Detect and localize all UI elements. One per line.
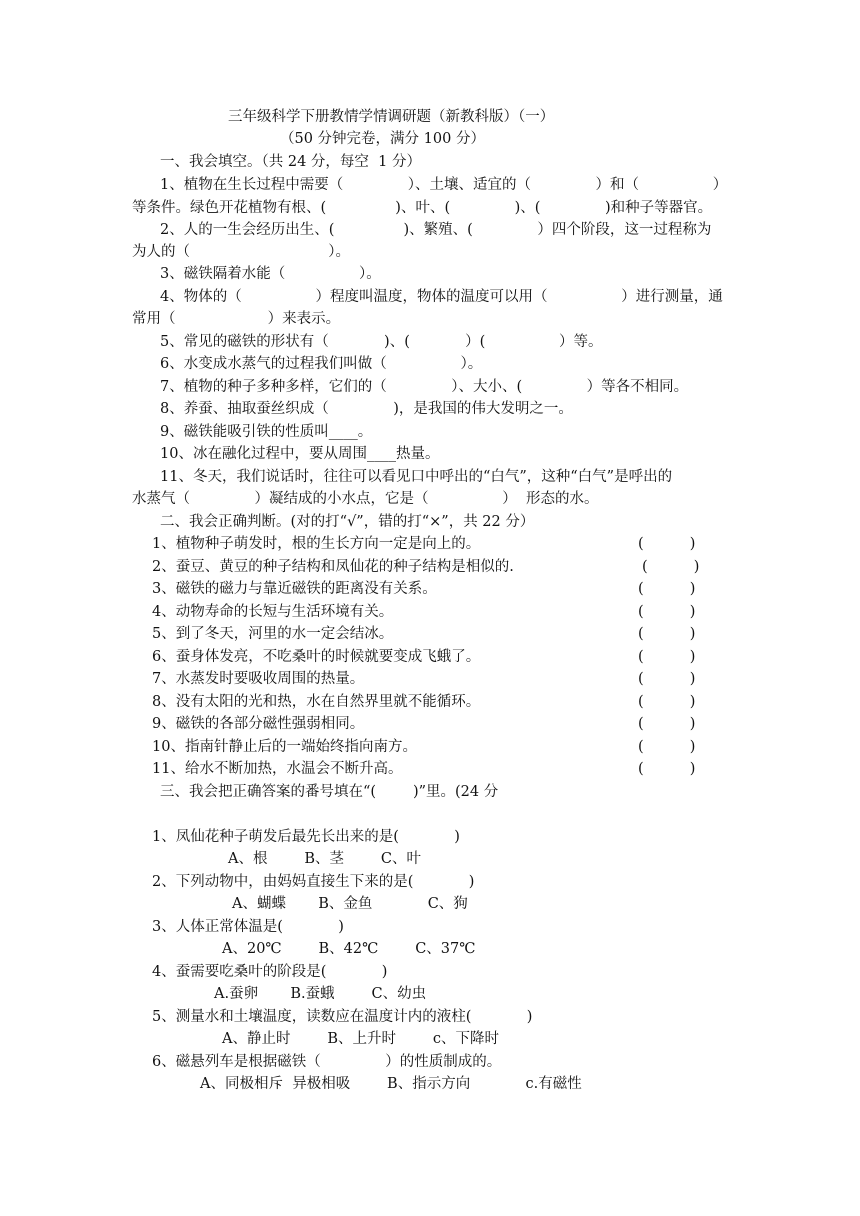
answer-blank[interactable]: ( ) — [638, 716, 696, 732]
judge-item: 1、植物种子萌发时，根的生长方向一定是向上的。 — [152, 536, 481, 552]
fill-line: 等条件。绿色开花植物有根、( )、叶、( )、( )和种子等器官。 — [132, 200, 713, 216]
judge-item: 2、蚕豆、黄豆的种子结构和凤仙花的种子结构是相似的. — [152, 559, 514, 575]
choice-options: A、静止时 B、上升时 c、下降时 — [222, 1031, 499, 1047]
judge-item: 7、水蒸发时要吸收周围的热量。 — [152, 671, 365, 687]
choice-options: A、蝴蝶 B、金鱼 C、狗 — [232, 896, 468, 912]
answer-blank[interactable]: ( ) — [638, 649, 696, 665]
judge-item: 6、蚕身体发亮，不吃桑叶的时候就要变成飞蛾了。 — [152, 649, 481, 665]
answer-blank[interactable]: ( ) — [638, 671, 696, 687]
answer-blank[interactable]: ( ) — [642, 559, 700, 575]
judge-item: 9、磁铁的各部分磁性强弱相同。 — [152, 716, 365, 732]
choice-options: A、同极相斥 异极相吸 B、指示方向 c.有磁性 — [200, 1076, 582, 1092]
exam-title: 三年级科学下册教情学情调研题（新教科版）（一） — [228, 109, 555, 125]
fill-line: 8、养蚕、抽取蚕丝织成（ )，是我国的伟大发明之一。 — [160, 401, 573, 417]
section-1-heading: 一、我会填空。（共 24 分，每空 1 分） — [160, 154, 421, 170]
choice-options: A.蚕卵 B.蚕蛾 C、幼虫 — [214, 986, 427, 1002]
choice-question: 1、凤仙花种子萌发后最先长出来的是( ) — [152, 829, 460, 845]
section-3-heading: 三、我会把正确答案的番号填在“( )”里。(24 分 — [160, 784, 499, 800]
answer-blank[interactable]: ( ) — [638, 739, 696, 755]
fill-line: 4、物体的（ ）程度叫温度，物体的温度可以用（ ）进行测量，通 — [160, 289, 723, 305]
judge-item: 11、给水不断加热，水温会不断升高。 — [152, 761, 403, 777]
judge-item: 5、到了冬天，河里的水一定会结冰。 — [152, 626, 394, 642]
answer-blank[interactable]: ( ) — [638, 604, 696, 620]
fill-line: 6、水变成水蒸气的过程我们叫做（ ）。 — [160, 356, 483, 372]
fill-line: 10、冰在融化过程中，要从周围____热量。 — [160, 446, 440, 462]
fill-line: 常用（ ）来表示。 — [132, 311, 341, 327]
choice-question: 2、下列动物中，由妈妈直接生下来的是( ) — [152, 874, 475, 890]
answer-blank[interactable]: ( ) — [638, 626, 696, 642]
exam-subtitle: （50 分钟完卷，满分 100 分） — [280, 131, 485, 147]
section-2-heading: 二、我会正确判断。(对的打“√”，错的打“×”，共 22 分） — [160, 514, 535, 530]
fill-line: 5、常见的磁铁的形状有（ )、( ）( ）等。 — [160, 334, 603, 350]
fill-line: 11、冬天，我们说话时，往往可以看见口中呼出的“白气”，这种“白气”是呼出的 — [160, 469, 673, 485]
choice-question: 3、人体正常体温是( ) — [152, 919, 344, 935]
fill-line: 3、磁铁隔着水能（ ）。 — [160, 266, 381, 282]
answer-blank[interactable]: ( ) — [638, 761, 696, 777]
fill-line: 2、人的一生会经历出生、( )、繁殖、( ）四个阶段，这一过程称为 — [160, 222, 712, 238]
judge-item: 4、动物寿命的长短与生活环境有关。 — [152, 604, 394, 620]
answer-blank[interactable]: ( ) — [638, 536, 696, 552]
fill-line: 7、植物的种子多种多样，它们的（ ）、大小、( ）等各不相同。 — [160, 379, 689, 395]
judge-item: 3、磁铁的磁力与靠近磁铁的距离没有关系。 — [152, 581, 437, 597]
fill-line: 1、植物在生长过程中需要（ ）、土壤、适宜的（ ）和（ ） — [160, 177, 728, 193]
choice-question: 5、测量水和土壤温度，读数应在温度计内的液柱( ) — [152, 1009, 533, 1025]
choice-options: A、20℃ B、42℃ C、37℃ — [222, 941, 476, 957]
judge-item: 10、指南针静止后的一端始终指向南方。 — [152, 739, 417, 755]
choice-question: 4、蚕需要吃桑叶的阶段是( ) — [152, 964, 388, 980]
fill-line: 水蒸气（ ）凝结成的小水点，它是（ ） 形态的水。 — [132, 491, 599, 507]
fill-line: 9、磁铁能吸引铁的性质叫____。 — [160, 424, 373, 440]
fill-line: 为人的（ ）。 — [132, 244, 351, 260]
judge-item: 8、没有太阳的光和热，水在自然界里就不能循环。 — [152, 694, 481, 710]
choice-options: A、根 B、茎 C、叶 — [228, 851, 421, 867]
answer-blank[interactable]: ( ) — [638, 694, 696, 710]
answer-blank[interactable]: ( ) — [638, 581, 696, 597]
choice-question: 6、磁悬列车是根据磁铁（ ）的性质制成的。 — [152, 1054, 502, 1070]
